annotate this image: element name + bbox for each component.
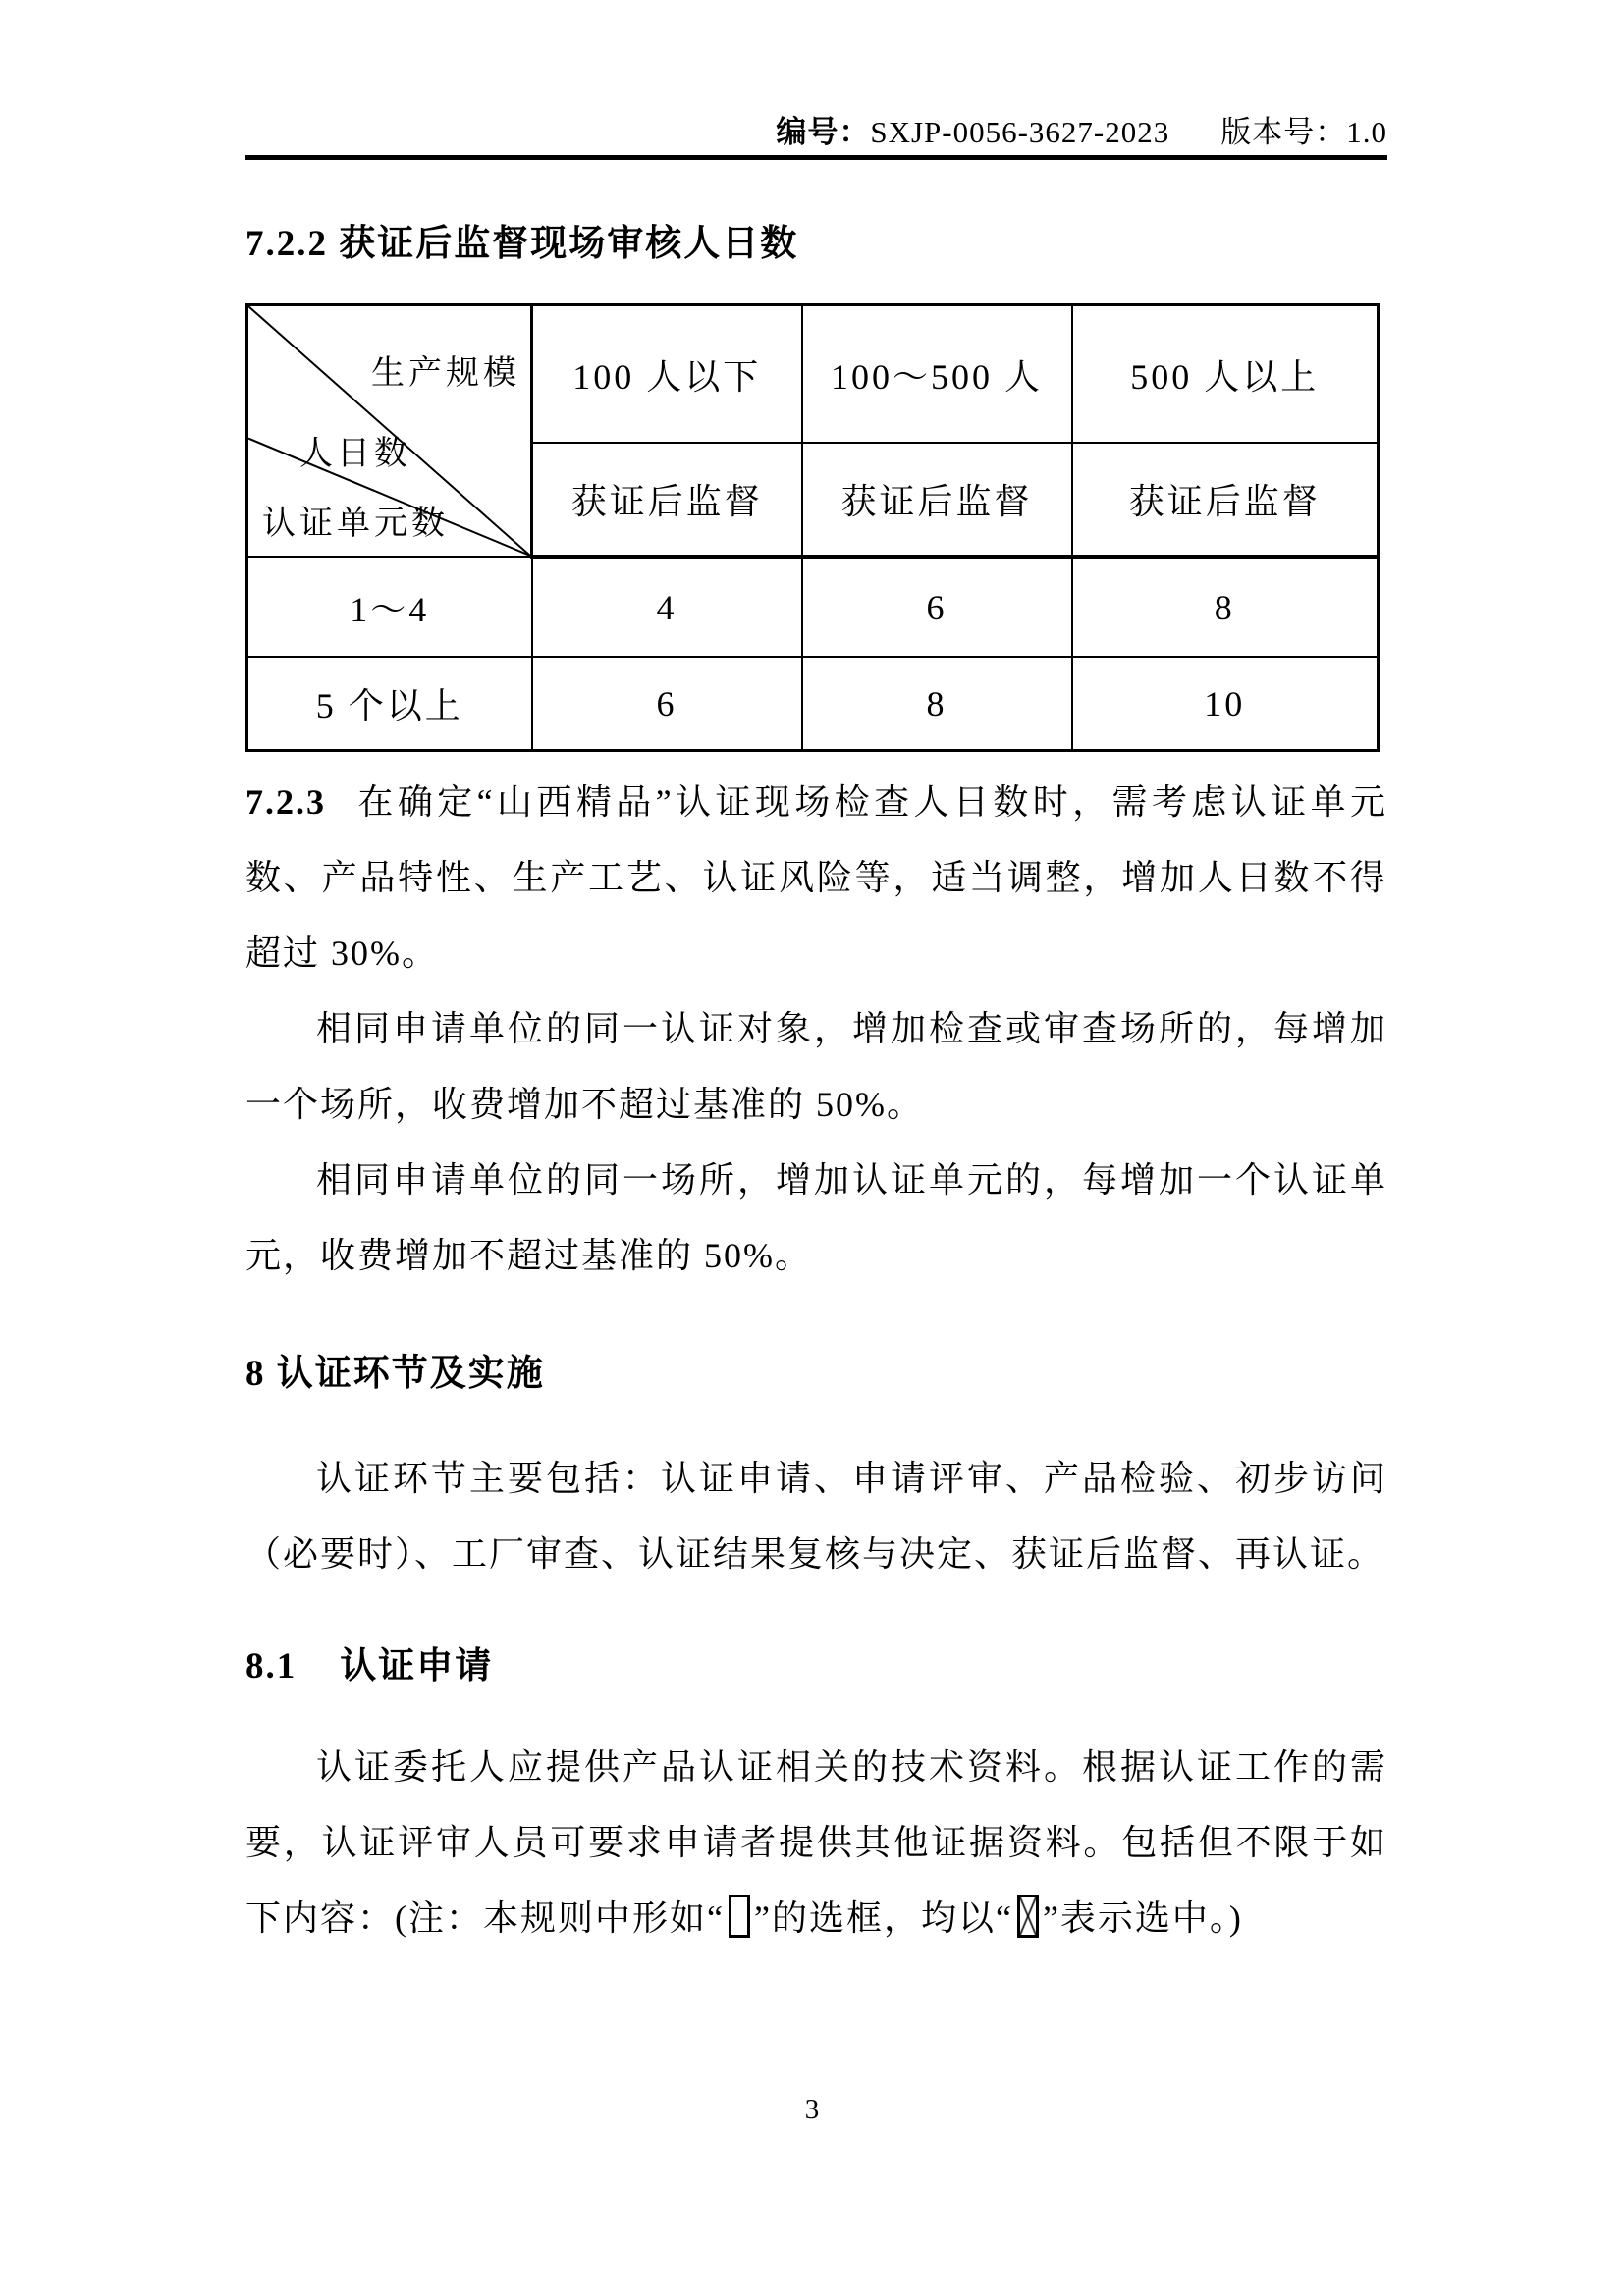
doc-version-label: 版本号：: [1220, 115, 1347, 149]
checkbox-empty-icon: [729, 1895, 750, 1938]
corner-label-production-scale: 生产规模: [371, 355, 520, 392]
note-text: ”表示选中。): [1042, 1898, 1243, 1938]
cell-value: 6: [802, 557, 1072, 657]
subheader-post-cert-1: 获证后监督: [532, 443, 802, 557]
subheader-post-cert-2: 获证后监督: [802, 443, 1072, 557]
cell-value: 8: [802, 657, 1072, 751]
paragraph-8-1: [245, 1730, 1387, 1956]
paragraph-text: 相同申请单位的同一场所，增加认证单元的，每增加一个认证单元，收费增加不超过基准的 50%。: [245, 1160, 1387, 1275]
note-text: ”的选框，均以“: [753, 1898, 1013, 1938]
paragraph-8-intro: [245, 1441, 1387, 1592]
paragraph-number: 7.2.3: [245, 782, 326, 822]
doc-code-label: 编号：: [776, 115, 871, 149]
paragraph-text: 认证委托人应提供产品认证相关的技术资料。根据认证工作的需要，认证评审人员可要求申请者提供其他证据资料。包括但不限于如下内容：: [245, 1747, 1387, 1938]
table-header-row: [247, 305, 1379, 444]
corner-label-man-days: 人日数: [299, 436, 411, 472]
checkbox-checked-icon: [1017, 1895, 1039, 1938]
section-title: 获证后监督现场审核人日数: [339, 223, 799, 263]
paragraph-additional-site: [245, 991, 1387, 1143]
table-row: [247, 657, 1379, 751]
diagonal-corner-cell: [247, 305, 532, 558]
cell-value: 4: [532, 557, 802, 657]
row-label-1-4: 1～4: [247, 557, 532, 657]
section-heading-8-1: [245, 1631, 1387, 1701]
col-header-over-500: 500 人以上: [1072, 305, 1379, 444]
col-header-100-500: 100～500 人: [802, 305, 1072, 444]
paragraph-additional-unit: [245, 1143, 1387, 1294]
section-heading-7-2-2: [245, 221, 1387, 267]
note-text: (注：本规则中形如“: [395, 1898, 725, 1938]
cell-value: 6: [532, 657, 802, 751]
paragraph-7-2-3: [245, 765, 1387, 991]
man-days-table: [245, 303, 1380, 752]
table-row: [247, 557, 1379, 657]
subheader-post-cert-3: 获证后监督: [1072, 443, 1379, 557]
section-title: 认证申请: [340, 1645, 494, 1685]
cell-value: 10: [1072, 657, 1379, 751]
section-title: 认证环节及实施: [276, 1353, 545, 1393]
paragraph-text: 认证环节主要包括：认证申请、申请评审、产品检验、初步访问（必要时）、工厂审查、认证结果复核与决定、获证后监督、再认证。: [245, 1459, 1387, 1574]
doc-code: SXJP-0056-3627-2023: [870, 115, 1170, 149]
doc-version: 1.0: [1346, 115, 1387, 149]
col-header-under-100: 100 人以下: [532, 305, 802, 444]
content-column: [245, 112, 1387, 1956]
section-number: 8.1: [245, 1646, 298, 1686]
cell-value: 8: [1072, 557, 1379, 657]
section-heading-8: [245, 1339, 1387, 1409]
paragraph-text: 相同申请单位的同一认证对象，增加检查或审查场所的，每增加一个场所，收费增加不超过基准的 50%。: [245, 1009, 1387, 1124]
section-number: 8: [245, 1354, 266, 1394]
section-number: 7.2.2: [245, 224, 328, 264]
row-label-5-plus: 5 个以上: [247, 657, 532, 751]
page-number: 3: [804, 2094, 820, 2125]
running-header: [245, 112, 1387, 160]
paragraph-text: 在确定“山西精品”认证现场检查人日数时，需考虑认证单元数、产品特性、生产工艺、认证风险等，适当调整，增加人日数不得超过 30%。: [245, 782, 1387, 973]
corner-label-cert-units: 认证单元数: [262, 506, 449, 542]
